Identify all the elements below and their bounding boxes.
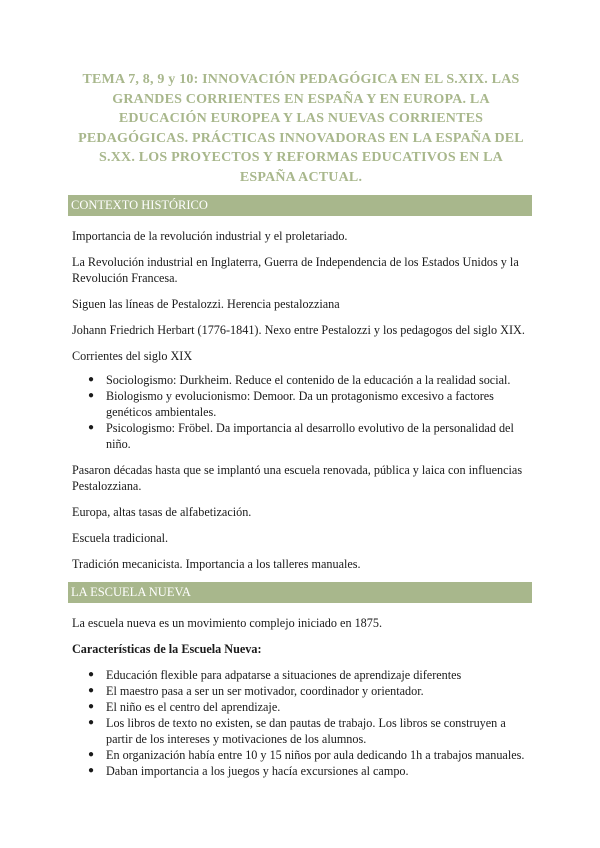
bullet-icon: ● — [88, 669, 95, 680]
bullet-icon: ● — [88, 717, 95, 728]
list-item — [88, 388, 530, 420]
document-title: TEMA 7, 8, 9 y 10: INNOVACIÓN PEDAGÓGICA EN EL S.XIX. LAS GRANDES CORRIENTES EN ESPAÑA Y EN EUROPA. LA EDUCACIÓN EUROPEA Y LAS NUEVAS CORRIENTES PEDAGÓGICAS. PRÁCTICAS INNOVADORAS EN LA ESPAÑA DEL S.XX. LOS PROYECTOS Y REFORMAS EDUCATIVOS EN LA ESPAÑA ACTUAL. — [78, 72, 524, 185]
list-item-text: El maestro pasa a ser un ser motivador, coordinador y orientador. — [106, 684, 424, 698]
bullet-icon: ● — [88, 765, 95, 776]
paragraph: La Revolución industrial en Inglaterra, Guerra de Independencia de los Estados Unidos y la Revolución Francesa. — [72, 255, 519, 285]
paragraph: Pasaron décadas hasta que se implantó una escuela renovada, pública y laica con influencias Pestalozziana. — [72, 463, 523, 493]
bullet-icon: ● — [88, 422, 95, 433]
list-item — [88, 747, 530, 763]
bullet-icon: ● — [88, 374, 95, 385]
bullet-icon: ● — [88, 390, 95, 401]
list-item-text: Daban importancia a los juegos y hacía excursiones al campo. — [106, 764, 409, 778]
paragraph: Importancia de la revolución industrial y el proletariado. — [72, 229, 348, 243]
paragraph: Tradición mecanicista. Importancia a los talleres manuales. — [72, 557, 361, 571]
list-item-text: Biologismo y evolucionismo: Demoor. Da un protagonismo excesivo a factores genéticos ambientales. — [106, 389, 494, 419]
bullet-list-caracteristicas — [72, 667, 530, 779]
bullet-list-corrientes — [72, 372, 530, 452]
list-item — [88, 372, 530, 388]
paragraph: Corrientes del siglo XIX — [72, 349, 193, 363]
bullet-icon: ● — [88, 749, 95, 760]
paragraph: Escuela tradicional. — [72, 531, 169, 545]
list-item-text: Los libros de texto no existen, se dan pautas de trabajo. Los libros se construyen a partir de los intereses y motivaciones de los alumnos. — [106, 716, 506, 746]
list-item — [88, 763, 530, 779]
list-item — [88, 667, 530, 683]
section-heading-contexto: CONTEXTO HISTÓRICO — [68, 195, 532, 216]
paragraph: Europa, altas tasas de alfabetización. — [72, 505, 252, 519]
document-page — [72, 70, 530, 789]
paragraph: La escuela nueva es un movimiento complejo iniciado en 1875. — [72, 616, 383, 630]
paragraph: Johann Friedrich Herbart (1776-1841). Nexo entre Pestalozzi y los pedagogos del siglo XIX. — [72, 323, 525, 337]
list-item — [88, 683, 530, 699]
subheading: Características de la Escuela Nueva: — [72, 642, 262, 656]
list-item-text: Educación flexible para adpatarse a situaciones de aprendizaje diferentes — [106, 668, 462, 682]
bullet-icon: ● — [88, 685, 95, 696]
list-item-text: Sociologismo: Durkheim. Reduce el contenido de la educación a la realidad social. — [106, 373, 511, 387]
list-item-text: En organización había entre 10 y 15 niños por aula dedicando 1h a trabajos manuales. — [106, 748, 525, 762]
list-item-text: Psicologismo: Fröbel. Da importancia al desarrollo evolutivo de la personalidad del niño. — [106, 421, 514, 451]
paragraph: Siguen las líneas de Pestalozzi. Herencia pestalozziana — [72, 297, 340, 311]
list-item — [88, 715, 530, 747]
bullet-icon: ● — [88, 701, 95, 712]
list-item — [88, 420, 530, 452]
list-item — [88, 699, 530, 715]
section-heading-escuela-nueva: LA ESCUELA NUEVA — [68, 582, 532, 603]
list-item-text: El niño es el centro del aprendizaje. — [106, 700, 281, 714]
